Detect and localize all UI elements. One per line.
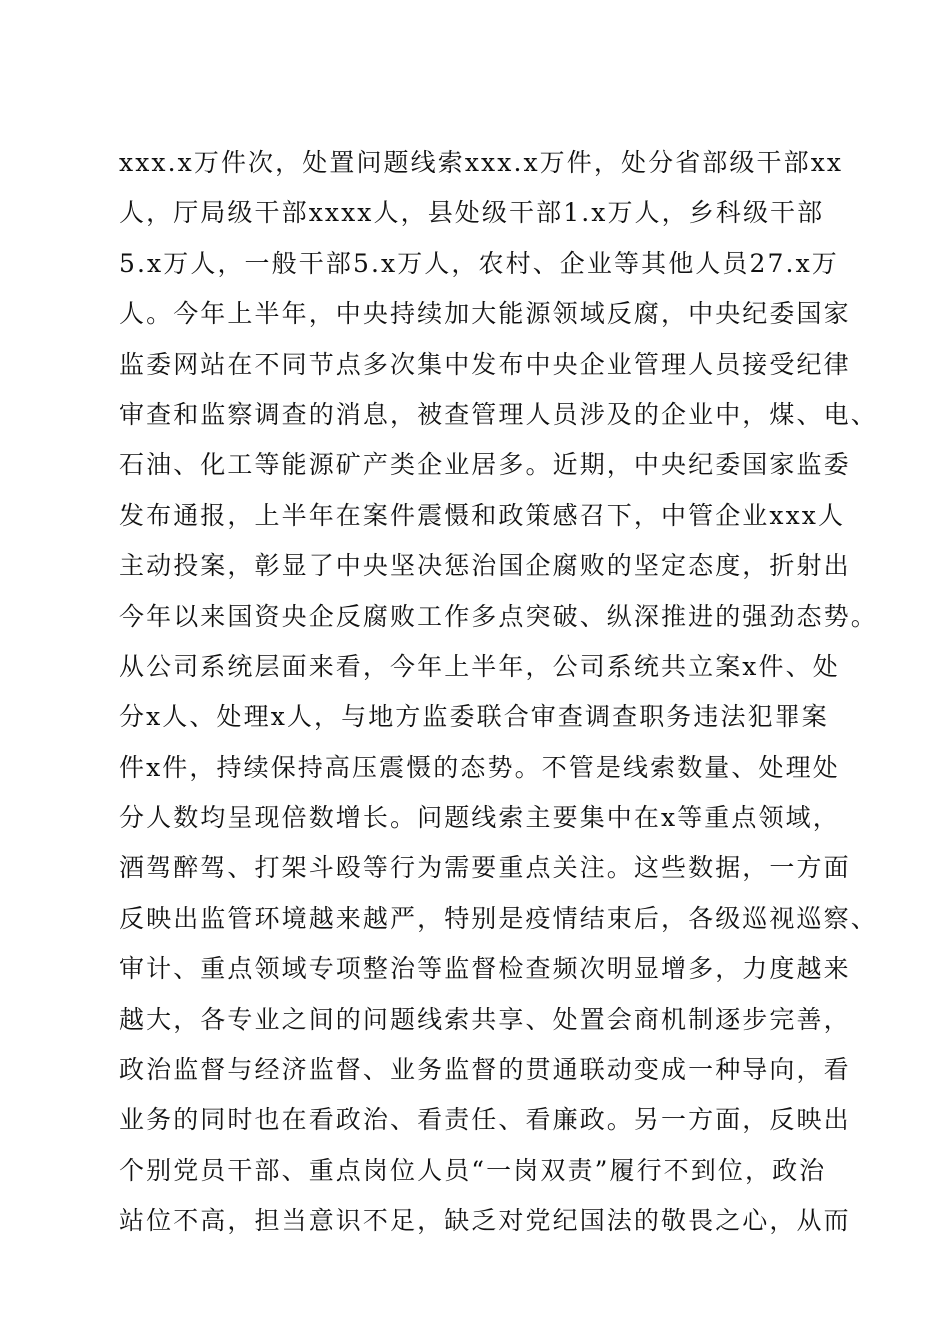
text-line: 站位不高，担当意识不足，缺乏对党纪国法的敬畏之心，从而 <box>119 1206 851 1236</box>
text-line: 分人数均呈现倍数增长。问题线索主要集中在x等重点领域， <box>119 803 840 833</box>
text-line: 主动投案，彰显了中央坚决惩治国企腐败的坚定态度，折射出 <box>119 551 851 581</box>
text-line: 5.x万人，一般干部5.x万人，农村、企业等其他人员27.x万 <box>119 248 839 278</box>
body-paragraph <box>119 138 879 1247</box>
text-line: 今年以来国资央企反腐败工作多点突破、纵深推进的强劲态势。 <box>119 601 878 631</box>
text-line: 监委网站在不同节点多次集中发布中央企业管理人员接受纪律 <box>119 349 851 379</box>
text-line: 石油、化工等能源矿产类企业居多。近期，中央纪委国家监委 <box>119 450 851 480</box>
text-line: 业务的同时也在看政治、看责任、看廉政。另一方面，反映出 <box>119 1105 851 1135</box>
text-line: xxx.x万件次，处置问题线索xxx.x万件，处分省部级干部xx <box>119 148 844 177</box>
text-line: 反映出监管环境越来越严，特别是疫情结束后，各级巡视巡察、 <box>119 903 878 933</box>
text-line: 越大，各专业之间的问题线索共享、处置会商机制逐步完善， <box>119 1004 851 1034</box>
text-line: 从公司系统层面来看，今年上半年，公司系统共立案x件、处 <box>119 651 840 681</box>
text-line: 人，厅局级干部xxxx人，县处级干部1.x万人，乡科级干部 <box>119 198 825 228</box>
text-line: 个别党员干部、重点岗位人员“一岗双责”履行不到位，政治 <box>119 1155 827 1185</box>
text-line: 发布通报，上半年在案件震慑和政策感召下，中管企业xxx人 <box>119 500 846 530</box>
text-line: 审计、重点领域专项整治等监督检查频次明显增多，力度越来 <box>119 954 851 984</box>
text-line: 政治监督与经济监督、业务监督的贯通联动变成一种导向，看 <box>119 1055 851 1085</box>
text-line: 分x人、处理x人，与地方监委联合审查调查职务违法犯罪案 <box>119 702 829 732</box>
text-line: 审查和监察调查的消息，被查管理人员涉及的企业中，煤、电、 <box>119 399 878 429</box>
text-line: 人。今年上半年，中央持续加大能源领域反腐，中央纪委国家 <box>119 299 851 329</box>
text-line: 件x件，持续保持高压震慑的态势。不管是线索数量、处理处 <box>119 752 840 782</box>
text-line: 酒驾醉驾、打架斗殴等行为需要重点关注。这些数据，一方面 <box>119 853 851 883</box>
